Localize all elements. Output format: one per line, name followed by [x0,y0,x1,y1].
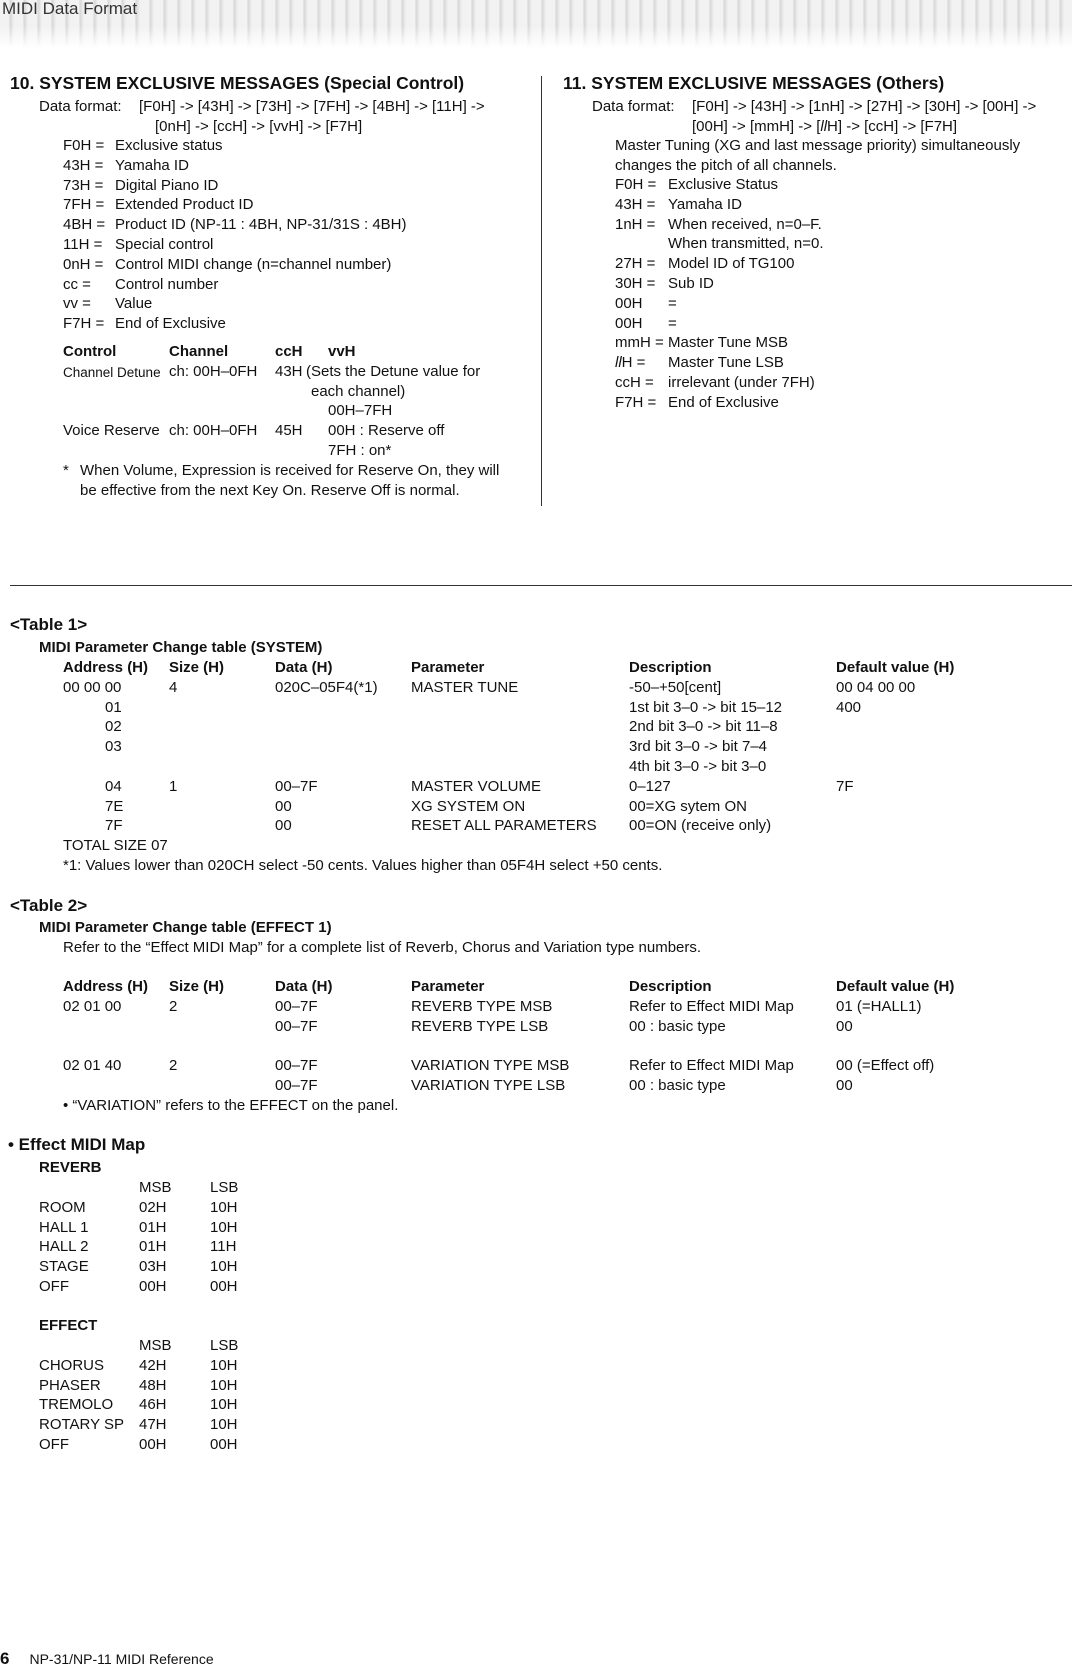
table-row [63,737,1043,757]
map-type-name: TREMOLO [39,1396,114,1414]
map-row [39,1415,289,1435]
table-cell: 1 [169,777,178,795]
table-cell: 1st bit 3–0 -> bit 15–12 [629,698,783,716]
definition-row [615,195,1055,215]
table-cell: 020C–05F4(*1) [275,678,378,696]
page-header-title: MIDI Data Format [2,0,138,18]
ctl-row-vvh-2: 7FH : on* [328,442,392,459]
map-type-name: HALL 1 [39,1218,89,1236]
ctl-row-vvh: (Sets the Detune value for [306,363,481,380]
definition-row [63,156,533,176]
ctl-header-channel: Channel [169,343,229,360]
map-type-name: PHASER [39,1376,101,1394]
map-msb: 47H [139,1416,167,1434]
sec10-data-format-line2: [0nH] -> [ccH] -> [vvH] -> [F7H] [155,118,363,135]
table-row [63,1056,1043,1076]
definition-row [615,215,1055,235]
definition-value: Yamaha ID [668,195,742,213]
definition-row [63,136,533,156]
definition-value: Yamaha ID [115,156,189,174]
map-header-row [39,1336,289,1356]
definition-key: 27H = [615,255,656,273]
map-msb: 00H [139,1435,167,1453]
table-row [63,777,1043,797]
section-11-title: 11. SYSTEM EXCLUSIVE MESSAGES (Others) [563,73,945,93]
map-msb: 42H [139,1356,167,1374]
map-row [39,1435,289,1455]
table-cell: 00 [275,817,292,835]
horizontal-divider [10,585,1072,586]
sec10-note-line1: When Volume, Expression is received for Reserve On, they will [80,462,500,479]
definition-row [615,353,1055,373]
definition-row [615,314,1055,334]
reverb-map [39,1178,289,1297]
column-header: Description [629,978,712,995]
sec10-data-format-line1: [F0H] -> [43H] -> [73H] -> [7FH] -> [4BH] -> [11H] -> [139,98,485,115]
column-header: Parameter [411,978,485,995]
definition-value: When transmitted, n=0. [668,235,824,253]
definition-key: 1nH = [615,215,656,233]
definition-row [63,195,533,215]
definition-key: 73H = [63,176,104,194]
column-header: Data (H) [275,978,333,995]
sec11-data-format-label: Data format: [592,98,675,115]
definition-row [63,255,533,275]
definition-value: Sub ID [668,274,714,292]
table1-label: <Table 1> [10,615,88,634]
table-cell: Refer to Effect MIDI Map [629,1057,794,1075]
table-cell: 00 [275,797,292,815]
table-total-text: TOTAL SIZE 07 [63,837,168,855]
sec10-note-star: * [63,462,69,479]
map-col-msb: MSB [139,1179,172,1196]
table-cell: 00–7F [275,777,318,795]
map-lsb: 10H [210,1376,238,1394]
ctl-row-channel: ch: 00H–0FH [169,422,258,439]
table-row [63,1017,1043,1037]
sec10-note-line2: be effective from the next Key On. Reserve Off is normal. [80,482,460,499]
sec10-data-format-label: Data format: [39,98,122,115]
definition-key: 43H = [615,195,656,213]
page-footer [0,1650,214,1668]
table-cell: VARIATION TYPE LSB [411,1076,566,1094]
column-divider [541,76,542,506]
effect-map [39,1336,289,1455]
table-cell: 00 04 00 00 [836,678,916,696]
column-header: Description [629,659,712,676]
map-type-name: STAGE [39,1258,89,1276]
definition-row [615,254,1055,274]
definition-key: 7FH = [63,196,105,214]
definition-row [615,175,1055,195]
column-header: Default value (H) [836,659,955,676]
table-cell: 00 (=Effect off) [836,1057,935,1075]
sec10-definitions [63,136,533,334]
table1-subtitle: MIDI Parameter Change table (SYSTEM) [39,639,323,656]
table-total [63,836,1043,856]
definition-key: 00H [615,294,643,312]
table2 [63,977,1043,1116]
table-cell: 00 : basic type [629,1017,726,1035]
column-header: Address (H) [63,978,149,995]
table-cell: 00–7F [275,1017,318,1035]
table-cell: -50–+50[cent] [629,678,722,696]
table-cell: Refer to Effect MIDI Map [629,997,794,1015]
definition-value: Extended Product ID [115,196,254,214]
table-cell: 7E [105,797,124,815]
map-msb: 48H [139,1376,167,1394]
table-row [63,678,1043,698]
table-cell: RESET ALL PARAMETERS [411,817,597,835]
definition-key: 43H = [63,156,104,174]
definition-key: mmH = [615,334,664,352]
effect-map-effect-label: EFFECT [39,1317,98,1334]
map-col-lsb: LSB [210,1337,239,1354]
map-type-name: OFF [39,1435,69,1453]
table-cell: MASTER TUNE [411,678,519,696]
definition-value: = [668,314,677,332]
table-cell: 00 : basic type [629,1076,726,1094]
map-msb: 01H [139,1238,167,1256]
map-header-row [39,1178,289,1198]
map-lsb: 00H [210,1277,238,1295]
map-msb: 00H [139,1277,167,1295]
table2-label: <Table 2> [10,896,88,915]
map-row [39,1277,289,1297]
table-cell: 400 [836,698,862,716]
table-cell: XG SYSTEM ON [411,797,526,815]
ctl-row-vvh-3: 00H–7FH [328,402,393,419]
definition-row [615,393,1055,413]
definition-value: End of Exclusive [115,315,226,333]
definition-value: Special control [115,235,214,253]
definition-key: 11H = [63,235,103,253]
ctl-row-vvh-2: each channel) [311,383,406,400]
ctl-row-control: Channel Detune [63,365,161,380]
definition-key: F7H = [63,315,105,333]
map-lsb: 11H [210,1238,237,1256]
sec11-data-format-line2: [00H] -> [mmH] -> [llH] -> [ccH] -> [F7H] [692,118,958,135]
definition-key: F0H = [63,137,105,154]
definition-row [63,294,533,314]
table-cell: 2 [169,997,178,1015]
map-row [39,1356,289,1376]
table-cell: 02 01 40 [63,1057,122,1075]
table-note [63,1096,1043,1116]
ctl-row-cch: 43H [275,363,303,380]
sec11-desc-line2: changes the pitch of all channels. [615,157,837,174]
definition-value: Exclusive Status [668,176,779,193]
map-type-name: ROOM [39,1198,86,1216]
section-10-title: 10. SYSTEM EXCLUSIVE MESSAGES (Special Control) [10,73,465,93]
table-row [63,997,1043,1017]
definition-value: Master Tune LSB [668,354,784,372]
table-header-row [63,658,1043,678]
definition-value: = [668,294,677,312]
definition-key: 30H = [615,274,656,292]
map-row [39,1257,289,1277]
definition-key: 4BH = [63,216,106,234]
definition-key: vv = [63,295,91,313]
table-row [63,816,1043,836]
table-note [63,856,1043,876]
map-lsb: 10H [210,1416,238,1434]
table-row [63,757,1043,777]
table-cell: 7F [105,817,123,835]
column-header: Data (H) [275,659,333,676]
map-lsb: 10H [210,1198,238,1216]
table-cell: 4th bit 3–0 -> bit 3–0 [629,757,767,775]
table-cell: 00–7F [275,997,318,1015]
ctl-row-channel: ch: 00H–0FH [169,363,258,380]
table-cell: 01 [105,698,122,716]
map-col-msb: MSB [139,1337,172,1354]
table-cell: 00 00 00 [63,678,122,696]
table-cell: 00–7F [275,1057,318,1075]
map-row [39,1376,289,1396]
ctl-header-cch: ccH [275,343,303,360]
definition-key: llH = [615,354,646,372]
column-header: Size (H) [169,659,225,676]
footer-text: NP-31/NP-11 MIDI Reference [29,1651,214,1667]
column-header: Default value (H) [836,978,955,995]
table-cell: 00–7F [275,1076,318,1094]
column-header: Size (H) [169,978,225,995]
table-row [63,1036,1043,1056]
definition-value: When received, n=0–F. [668,215,822,233]
ctl-row-vvh: 00H : Reserve off [328,422,445,439]
definition-key: F0H = [615,176,657,193]
definition-value: Digital Piano ID [115,176,219,194]
sec11-definitions [615,175,1055,413]
table-cell: 7F [836,777,854,795]
definition-key: 0nH = [63,255,104,273]
table-cell: 00 [836,1017,853,1035]
definition-key: ccH = [615,373,654,391]
map-lsb: 10H [210,1258,238,1276]
definition-value: Model ID of TG100 [668,255,795,273]
table-cell: 3rd bit 3–0 -> bit 7–4 [629,738,768,756]
table-row [63,797,1043,817]
definition-key: cc = [63,275,91,293]
effect-map-title: • Effect MIDI Map [8,1135,146,1154]
sec11-data-format-line1: [F0H] -> [43H] -> [1nH] -> [27H] -> [30H] -> [00H] -> [692,98,1037,115]
map-msb: 02H [139,1198,167,1216]
table-cell: MASTER VOLUME [411,777,542,795]
map-row [39,1218,289,1238]
map-lsb: 00H [210,1435,238,1453]
definition-row [63,314,533,334]
table-cell: REVERB TYPE MSB [411,997,553,1015]
table-cell: 2nd bit 3–0 -> bit 11–8 [629,718,778,736]
definition-value: Master Tune MSB [668,334,789,352]
table-row [63,717,1043,737]
effect-map-reverb-label: REVERB [39,1159,102,1176]
table-cell: 04 [105,777,122,795]
map-lsb: 10H [210,1218,238,1236]
definition-row [615,294,1055,314]
definition-row [63,275,533,295]
definition-key: F7H = [615,393,657,411]
map-msb: 03H [139,1258,167,1276]
map-row [39,1198,289,1218]
table-header-row [63,977,1043,997]
table-cell: 0–127 [629,777,671,795]
table-row [63,1076,1043,1096]
ctl-header-vvh: vvH [328,343,356,360]
definition-row [63,215,533,235]
ctl-row-cch: 45H [275,422,303,439]
column-header: Address (H) [63,659,149,676]
page-number: 6 [0,1649,10,1668]
definition-key: 00H [615,314,643,332]
header-band [0,0,1072,48]
definition-value: Control number [115,275,219,293]
definition-row [63,176,533,196]
table1 [63,658,1043,876]
table2-intro: Refer to the “Effect MIDI Map” for a complete list of Reverb, Chorus and Variation type numbers. [63,939,702,956]
map-type-name: OFF [39,1277,69,1295]
table-cell: 03 [105,738,122,756]
ctl-header-control: Control [63,343,117,360]
sec11-desc-line1: Master Tuning (XG and last message priority) simultaneously [615,137,1021,154]
definition-value: End of Exclusive [668,393,779,411]
map-type-name: CHORUS [39,1356,105,1374]
map-col-lsb: LSB [210,1179,239,1196]
table2-subtitle: MIDI Parameter Change table (EFFECT 1) [39,919,332,936]
definition-row [615,333,1055,353]
table-cell: VARIATION TYPE MSB [411,1057,570,1075]
map-type-name: HALL 2 [39,1238,89,1256]
table-cell: 01 (=HALL1) [836,997,922,1015]
definition-row [63,235,533,255]
ctl-row-control: Voice Reserve [63,422,160,439]
map-type-name: ROTARY SP [39,1416,125,1434]
map-row [39,1237,289,1257]
table-cell: 02 [105,718,122,736]
map-msb: 46H [139,1396,167,1414]
table-row [63,698,1043,718]
column-header: Parameter [411,659,485,676]
map-lsb: 10H [210,1356,238,1374]
table-cell: 02 01 00 [63,997,122,1015]
table-cell: 00 [836,1076,853,1094]
table-cell: 2 [169,1057,178,1075]
map-row [39,1395,289,1415]
table-cell: 00=ON (receive only) [629,817,772,835]
definition-value: Control MIDI change (n=channel number) [115,255,392,273]
definition-row [615,234,1055,254]
definition-value: irrelevant (under 7FH) [668,373,815,391]
definition-row [615,274,1055,294]
definition-row [615,373,1055,393]
table-cell: 4 [169,678,178,696]
table-note-text: *1: Values lower than 020CH select -50 cents. Values higher than 05F4H select +50 cents. [63,856,663,874]
definition-value: Value [115,295,153,313]
table-cell: REVERB TYPE LSB [411,1017,549,1035]
definition-value: Exclusive status [115,137,223,154]
table-note-text: • “VARIATION” refers to the EFFECT on the panel. [63,1096,399,1114]
map-msb: 01H [139,1218,167,1236]
table-cell: 00=XG sytem ON [629,797,747,815]
map-lsb: 10H [210,1396,238,1414]
definition-value: Product ID (NP-11 : 4BH, NP-31/31S : 4BH) [115,216,407,234]
